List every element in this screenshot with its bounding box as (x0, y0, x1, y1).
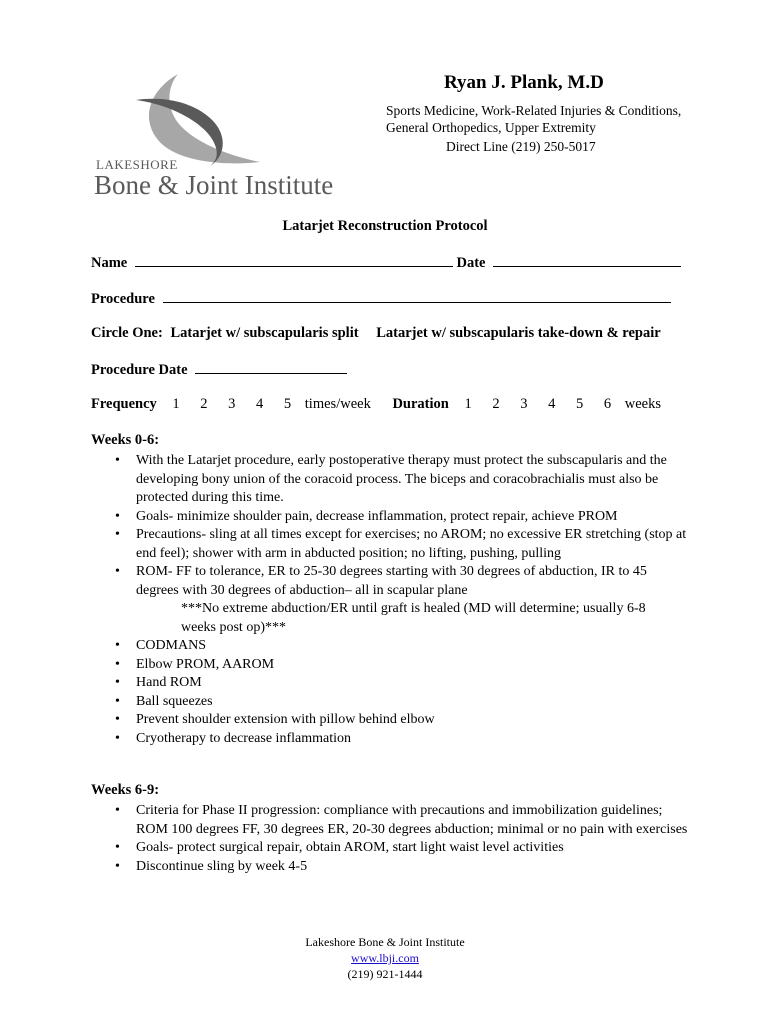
duration-option[interactable]: 1 (464, 396, 472, 412)
section-heading-weeks-6-9: Weeks 6-9: (91, 782, 160, 798)
weeks-0-6-list (91, 452, 691, 748)
circle-one-row (91, 325, 661, 342)
frequency-option[interactable]: 5 (283, 396, 292, 412)
specialty-line-2: General Orthopedics, Upper Extremity (386, 120, 596, 135)
list-item: • With the Latarjet procedure, early postoperative therapy must protect the subscapularis and the developing bony union of the coracoid process. The biceps and coracobrachialis must also be protected during this time. (91, 452, 691, 508)
procedure-row (91, 290, 671, 308)
list-item: • CODMANS (91, 637, 691, 656)
name-label: Name (91, 255, 128, 271)
frequency-option[interactable]: 2 (200, 396, 208, 412)
frequency-option[interactable]: 3 (228, 396, 236, 412)
frequency-unit: times/week (304, 396, 371, 412)
list-item: • Prevent shoulder extension with pillow behind elbow (91, 711, 691, 730)
date-label: Date (456, 255, 486, 271)
name-blank[interactable] (135, 254, 453, 267)
footer-website-link[interactable]: www.lbji.com (351, 951, 419, 965)
frequency-option[interactable]: 4 (256, 396, 264, 412)
option-split[interactable]: Latarjet w/ subscapularis split (170, 325, 359, 341)
procedure-date-row (91, 361, 347, 379)
list-item: • Ball squeezes (91, 693, 691, 712)
footer-org: Lakeshore Bone & Joint Institute (305, 935, 465, 949)
document-title: Latarjet Reconstruction Protocol (282, 218, 488, 234)
procedure-blank[interactable] (163, 290, 671, 303)
procedure-label: Procedure (91, 291, 155, 307)
date-blank[interactable] (493, 254, 681, 267)
doctor-specialty (386, 102, 681, 136)
lakeshore-logo (92, 70, 372, 200)
list-item: • Goals- protect surgical repair, obtain AROM, start light waist level activities (91, 839, 691, 858)
logo-top-text: LAKESHORE (96, 157, 178, 172)
duration-option[interactable]: 4 (548, 396, 556, 412)
list-item: • Cryotherapy to decrease inflammation (91, 730, 691, 749)
procedure-date-blank[interactable] (195, 361, 347, 374)
frequency-label: Frequency (91, 396, 157, 412)
list-item: • Criteria for Phase II progression: compliance with precautions and immobilization guidelines; ROM 100 degrees FF, 30 degrees ER, 20-30 degrees abduction; minimal or no pain with exercises (91, 802, 691, 839)
weeks-6-9-list (91, 802, 691, 876)
duration-label: Duration (392, 396, 449, 412)
list-item: • Discontinue sling by week 4-5 (91, 858, 691, 877)
circle-one-label: Circle One: (91, 325, 163, 341)
list-item: • Hand ROM (91, 674, 691, 693)
list-item: • ROM- FF to tolerance, ER to 25-30 degrees starting with 30 degrees of abduction, IR to 45 degrees with 30 degrees of abduction– all in scapular plane (91, 563, 691, 600)
logo-main-text: Bone & Joint Institute (94, 170, 334, 200)
section-heading-weeks-0-6: Weeks 0-6: (91, 432, 160, 448)
duration-option[interactable]: 2 (492, 396, 500, 412)
duration-option[interactable]: 5 (575, 396, 584, 412)
list-item: • Goals- minimize shoulder pain, decrease inflammation, protect repair, achieve PROM (91, 508, 691, 527)
specialty-line-1: Sports Medicine, Work-Related Injuries & Conditions, (386, 103, 682, 118)
frequency-duration-row (91, 396, 661, 413)
direct-line: Direct Line (219) 250-5017 (446, 139, 596, 154)
duration-option[interactable]: 3 (520, 396, 528, 412)
rom-note: ***No extreme abduction/ER until graft is healed (MD will determine; usually 6-8 weeks post op)*** (181, 601, 646, 635)
list-item: • Elbow PROM, AAROM (91, 656, 691, 675)
name-date-row (91, 254, 681, 272)
option-takedown[interactable]: Latarjet w/ subscapularis take-down & repair (376, 325, 661, 341)
footer (0, 934, 770, 982)
list-item: • Precautions- sling at all times except for exercises; no AROM; no excessive ER stretching (stop at end feel); shower with arm in abducted position; no lifting, pushing, pulling (91, 526, 691, 563)
duration-option[interactable]: 6 (603, 396, 612, 412)
footer-phone: (219) 921-1444 (347, 967, 423, 981)
frequency-option[interactable]: 1 (172, 396, 180, 412)
duration-unit: weeks (624, 396, 661, 412)
doctor-name: Ryan J. Plank, M.D (444, 72, 604, 93)
procedure-date-label: Procedure Date (91, 362, 188, 378)
